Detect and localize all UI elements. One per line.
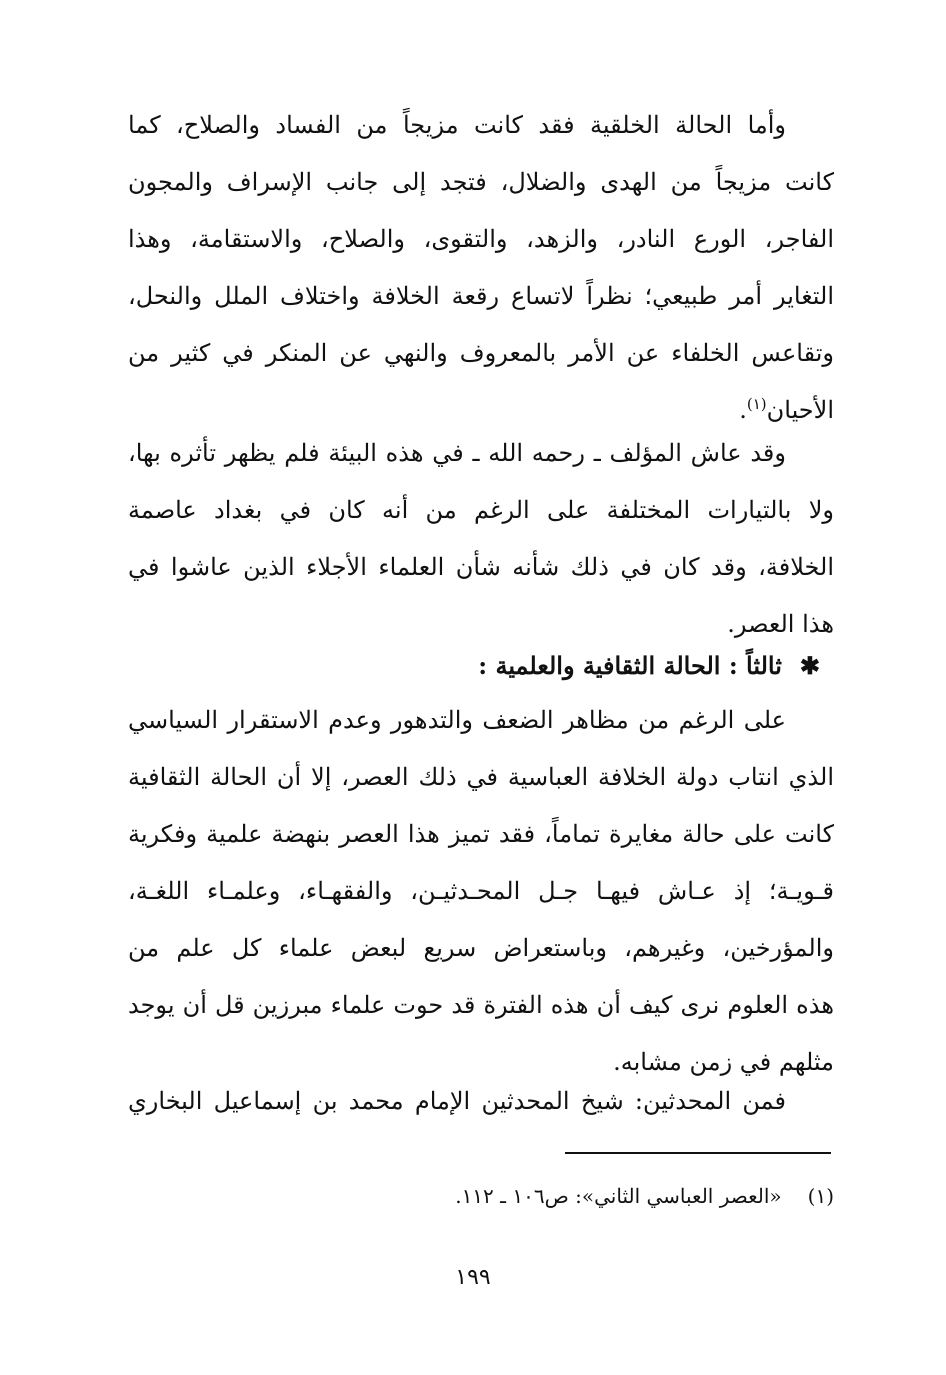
paragraph-line-end: .: [739, 396, 747, 424]
paragraph-line: ولا بالتيارات المختلفة على الرغم من أنه كان في بغداد عاصمة: [128, 496, 834, 524]
footnote-text: «العصر العباسي الثاني»: ص١٠٦ ـ ١١٢.: [455, 1184, 782, 1208]
section-heading-text: ثالثاً : الحالة الثقافية والعلمية :: [478, 651, 782, 680]
paragraph-line: فمن المحدثين: شيخ المحدثين الإمام محمد بن إسماعيل البخاري: [128, 1087, 786, 1115]
paragraph-line: الذي انتاب دولة الخلافة العباسية في ذلك العصر، إلا أن الحالة الثقافية: [128, 763, 834, 791]
paragraph-line: وأما الحالة الخلقية فقد كانت مزيجاً من الفساد والصلاح، كما: [128, 111, 786, 139]
page-number: ١٩٩: [455, 1265, 491, 1290]
paragraph-line: الفاجر، الورع النادر، والزهد، والتقوى، والصلاح، والاستقامة، وهذا: [128, 225, 834, 253]
paragraph-moral-condition: [128, 97, 834, 439]
paragraph-line: على الرغم من مظاهر الضعف والتدهور وعدم الاستقرار السياسي: [128, 706, 786, 734]
paragraph-line: قـويـة؛ إذ عـاش فيهـا جـل المحـدثيـن، والفقهـاء، وعلمـاء اللغـة،: [128, 877, 834, 905]
paragraph-hadith-scholars: [128, 1073, 834, 1130]
star-bullet-icon: ✱: [799, 651, 820, 680]
paragraph-line: والمؤرخين، وغيرهم، وباستعراض سريع لبعض علماء كل علم من: [128, 934, 834, 962]
paragraph-line: مثلهم في زمن مشابه.: [613, 1048, 834, 1076]
paragraph-line: وتقاعس الخلفاء عن الأمر بالمعروف والنهي عن المنكر في كثير من: [128, 339, 834, 367]
paragraph-line: كانت على حالة مغايرة تماماً، فقد تميز هذا العصر بنهضة علمية وفكرية: [128, 820, 834, 848]
section-heading: [128, 637, 834, 694]
paragraph-author-environment: [128, 425, 834, 653]
paragraph-line: الخلافة، وقد كان في ذلك شأنه شأن العلماء الأجلاء الذين عاشوا في: [128, 553, 834, 581]
paragraph-line-text: الأحيان: [766, 396, 834, 424]
section-heading-line: [128, 637, 834, 694]
footnote: [360, 1176, 834, 1216]
footnote-reference: (١): [746, 395, 767, 413]
footnote-divider: [565, 1152, 831, 1154]
paragraph-line: وقد عاش المؤلف ـ رحمه الله ـ في هذه البيئة فلم يظهر تأثره بها،: [128, 439, 786, 467]
paragraph-line: كانت مزيجاً من الهدى والضلال، فتجد إلى جانب الإسراف والمجون: [128, 168, 834, 196]
paragraph-line: هذه العلوم نرى كيف أن هذه الفترة قد حوت علماء مبرزين قل أن يوجد: [128, 991, 834, 1019]
paragraph-line: هذا العصر.: [727, 610, 834, 638]
paragraph-line: التغاير أمر طبيعي؛ نظراً لاتساع رقعة الخلافة واختلاف الملل والنحل،: [128, 282, 834, 310]
footnote-number: (١): [807, 1184, 834, 1208]
paragraph-cultural-condition: [128, 692, 834, 1091]
